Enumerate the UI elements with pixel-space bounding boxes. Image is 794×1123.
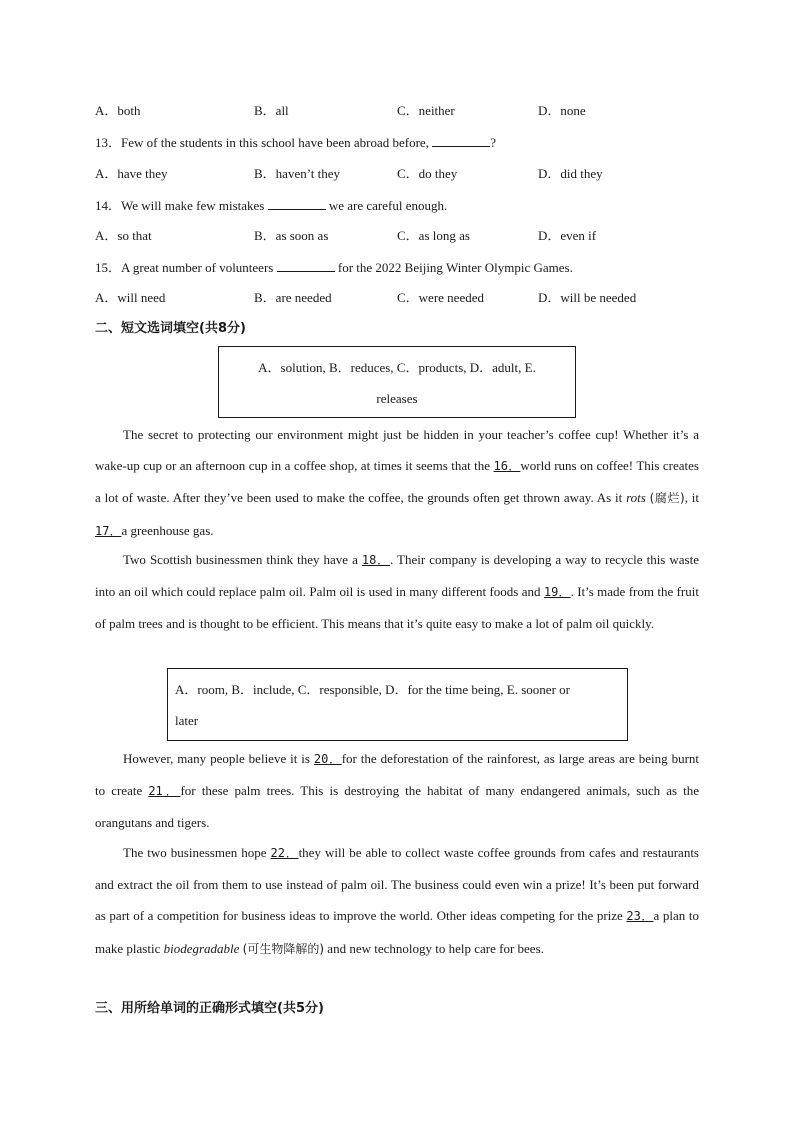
q13-option-c: C．do they [397,166,458,181]
q14-options [95,228,715,244]
word-box-1 [218,346,576,418]
blank-23: 23． [626,909,654,924]
passage-paragraph-3: However, many people believe it is 20．for the deforestation of the rainforest, as large areas are being burnt to create 21．for these palm trees. This is destroying the habitat of many endangered animals, such as the orangutans and tigers. [95,751,700,831]
word-biodegradable: biodegradable [163,940,240,956]
word-box-2-line-1: A．room, B．include, C．responsible, D．for the time being, E. sooner or [175,682,570,697]
q15-option-d: D．will be needed [538,290,637,305]
q12-option-b: B．all [254,103,289,118]
blank-17: 17． [95,523,122,538]
q15-stem: 15．A great number of volunteers for the 2022 Beijing Winter Olympic Games. [95,260,573,275]
q14-option-b: B．as soon as [254,228,329,243]
gloss-rots: (腐烂) [649,491,685,506]
blank-21: 21． [148,784,181,799]
blank-16: 16． [493,459,521,474]
q13-answer-blank [432,134,490,147]
q14-answer-blank [268,197,326,210]
q12-option-c: C．neither [397,103,455,118]
word-box-2 [167,668,628,741]
word-box-1-line-1: A．solution, B．reduces, C．products, D．adult, E. [258,360,536,375]
q15-option-b: B．are needed [254,290,332,305]
q15-answer-blank [277,259,335,272]
blank-19: 19． [543,585,571,600]
q14-option-a: A．so that [95,228,152,243]
q15-option-c: C．were needed [397,290,484,305]
passage-paragraph-4: The two businessmen hope 22．they will be able to collect waste coffee grounds from cafes and restaurants and extract the oil from them to use instead of palm oil. The business could even win a prize! It’s been put forward as part of a competition for business ideas to improve the world. Other ideas competing for the prize 23．a plan to make plastic biodegradable (可生物降解的) and new technology to help care for bees. [95,845,699,956]
section-2-title: 二、短文选词填空(共8分) [95,321,246,336]
word-box-2-line-2: later [175,713,199,728]
q14-option-c: C．as long as [397,228,470,243]
q14-option-d: D．even if [538,228,597,243]
q13-option-b: B．haven’t they [254,166,341,181]
q12-options [95,103,715,119]
q15-options [95,290,715,306]
q13-option-d: D．did they [538,166,603,181]
q15-option-a: A．will need [95,290,166,305]
passage-paragraph-1: The secret to protecting our environment might just be hidden in your teacher’s coffee cup! Whether it’s a wake-up cup or an afternoon cup in a coffee shop, at times it seems that the 16．world runs on coffee! This creates a lot of waste. After they’ve been used to make the coffee, the grounds often get thrown away. As it rots (腐烂), it 17．a greenhouse gas. [95,427,700,538]
word-rots: rots [626,490,646,506]
section-3-title: 三、用所给单词的正确形式填空(共5分) [95,1001,324,1016]
gloss-biodegradable: (可生物降解的) [242,941,325,956]
q13-options [95,166,715,182]
q12-option-a: A．both [95,103,141,118]
passage-paragraph-2: Two Scottish businessmen think they have a 18．. Their company is developing a way to recycle this waste into an oil which could replace palm oil. Palm oil is used in many different foods and 19．. It’s made from the fruit of palm trees and is thought to be efficient. This means that it’s quite easy to make a lot of palm oil quickly. [95,552,699,632]
q14-stem: 14．We will make few mistakes we are careful enough. [95,198,448,213]
q13-stem: 13．Few of the students in this school have been abroad before, ? [95,135,496,150]
blank-18: 18． [361,553,390,567]
blank-20: 20． [313,752,342,766]
word-box-1-line-2: releases [376,391,418,406]
blank-22: 22． [270,846,299,860]
q12-option-d: D．none [538,103,586,118]
q13-option-a: A．have they [95,166,168,181]
